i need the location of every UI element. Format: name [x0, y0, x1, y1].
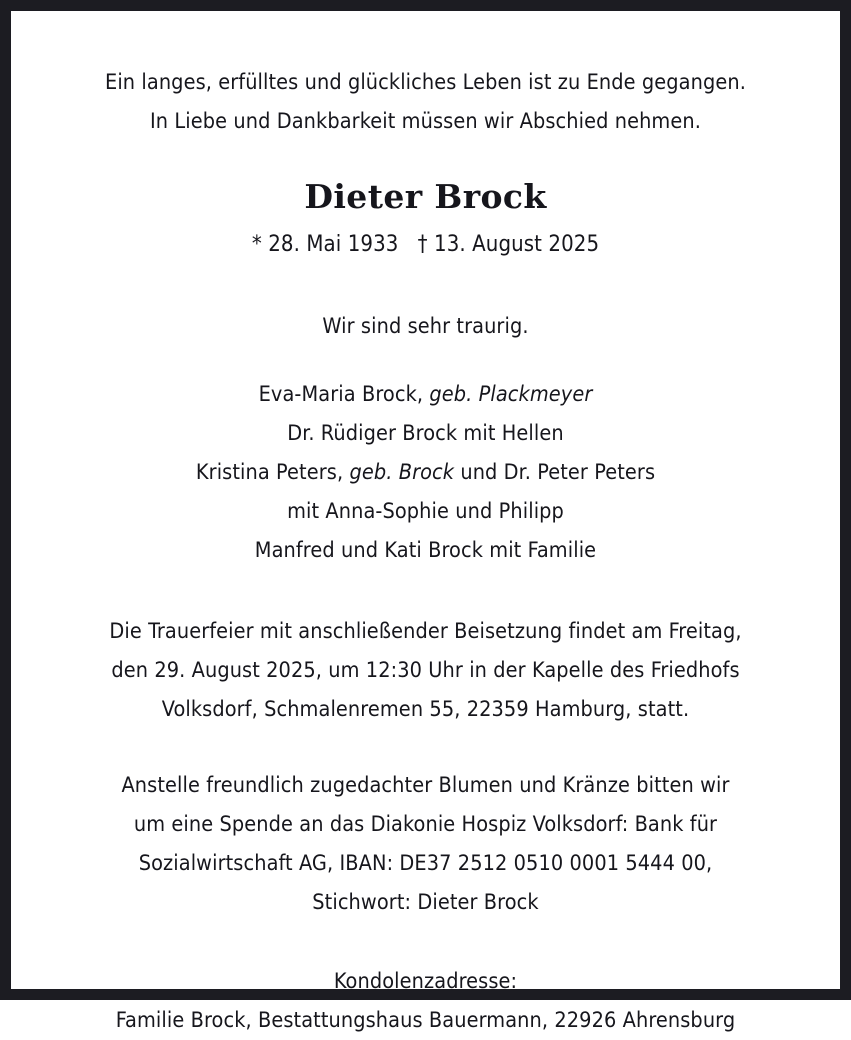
life-dates: * 28. Mai 1933 † 13. August 2025 [251, 231, 600, 257]
survivor-line [63, 375, 788, 414]
survivor-name-part: Eva-Maria Brock, [258, 381, 430, 407]
donation-reference-line: Stichwort: Dieter Brock [312, 889, 539, 915]
service-line-3: Volksdorf, Schmalenremen 55, 22359 Hamburg, statt. [161, 697, 690, 723]
donation-line-2: um eine Spende an das Diakonie Hospiz Volksdorf: Bank für [133, 811, 718, 837]
intro-text [63, 63, 788, 141]
survivor-name-part: Kristina Peters, [195, 459, 350, 485]
condolence-address [63, 962, 788, 1040]
donation-line-1: Anstelle freundlich zugedachter Blumen und Kränze bitten wir [121, 772, 730, 798]
service-line-2: den 29. August 2025, um 12:30 Uhr in der Kapelle des Friedhofs [111, 658, 740, 684]
survivor-name-part: mit Anna-Sophie und Philipp [287, 498, 564, 524]
intro-line-2: In Liebe und Dankbarkeit müssen wir Abschied nehmen. [150, 109, 701, 135]
condolence-heading: Kondolenzadresse: [333, 969, 518, 995]
survivor-name-part: Dr. Rüdiger Brock mit Hellen [287, 420, 564, 446]
deceased-name: Dieter Brock [304, 177, 547, 217]
survivor-line [63, 453, 788, 492]
survivor-line [63, 414, 788, 453]
survivor-line [63, 531, 788, 570]
survivor-name-part: Manfred und Kati Brock mit Familie [254, 538, 597, 564]
survivor-suffix-part: und Dr. Peter Peters [454, 459, 656, 485]
donation-request [63, 766, 788, 923]
funeral-service-details [63, 612, 788, 729]
obituary-content [11, 11, 840, 1034]
survivor-nee-part: geb. Plackmeyer [429, 381, 593, 407]
survivors-list [63, 375, 788, 571]
intro-line-1: Ein langes, erfülltes und glückliches Leben ist zu Ende gegangen. [105, 70, 746, 95]
mourning-statement: Wir sind sehr traurig. [322, 314, 529, 340]
survivor-line [63, 492, 788, 531]
condolence-address-line: Familie Brock, Bestattungshaus Bauermann, 22926 Ahrensburg [115, 1008, 736, 1034]
donation-iban-line: Sozialwirtschaft AG, IBAN: DE37 2512 0510 0001 5444 00, [138, 850, 713, 876]
survivor-nee-part: geb. Brock [349, 459, 455, 485]
service-line-1: Die Trauerfeier mit anschließender Beisetzung findet am Freitag, [109, 619, 742, 645]
